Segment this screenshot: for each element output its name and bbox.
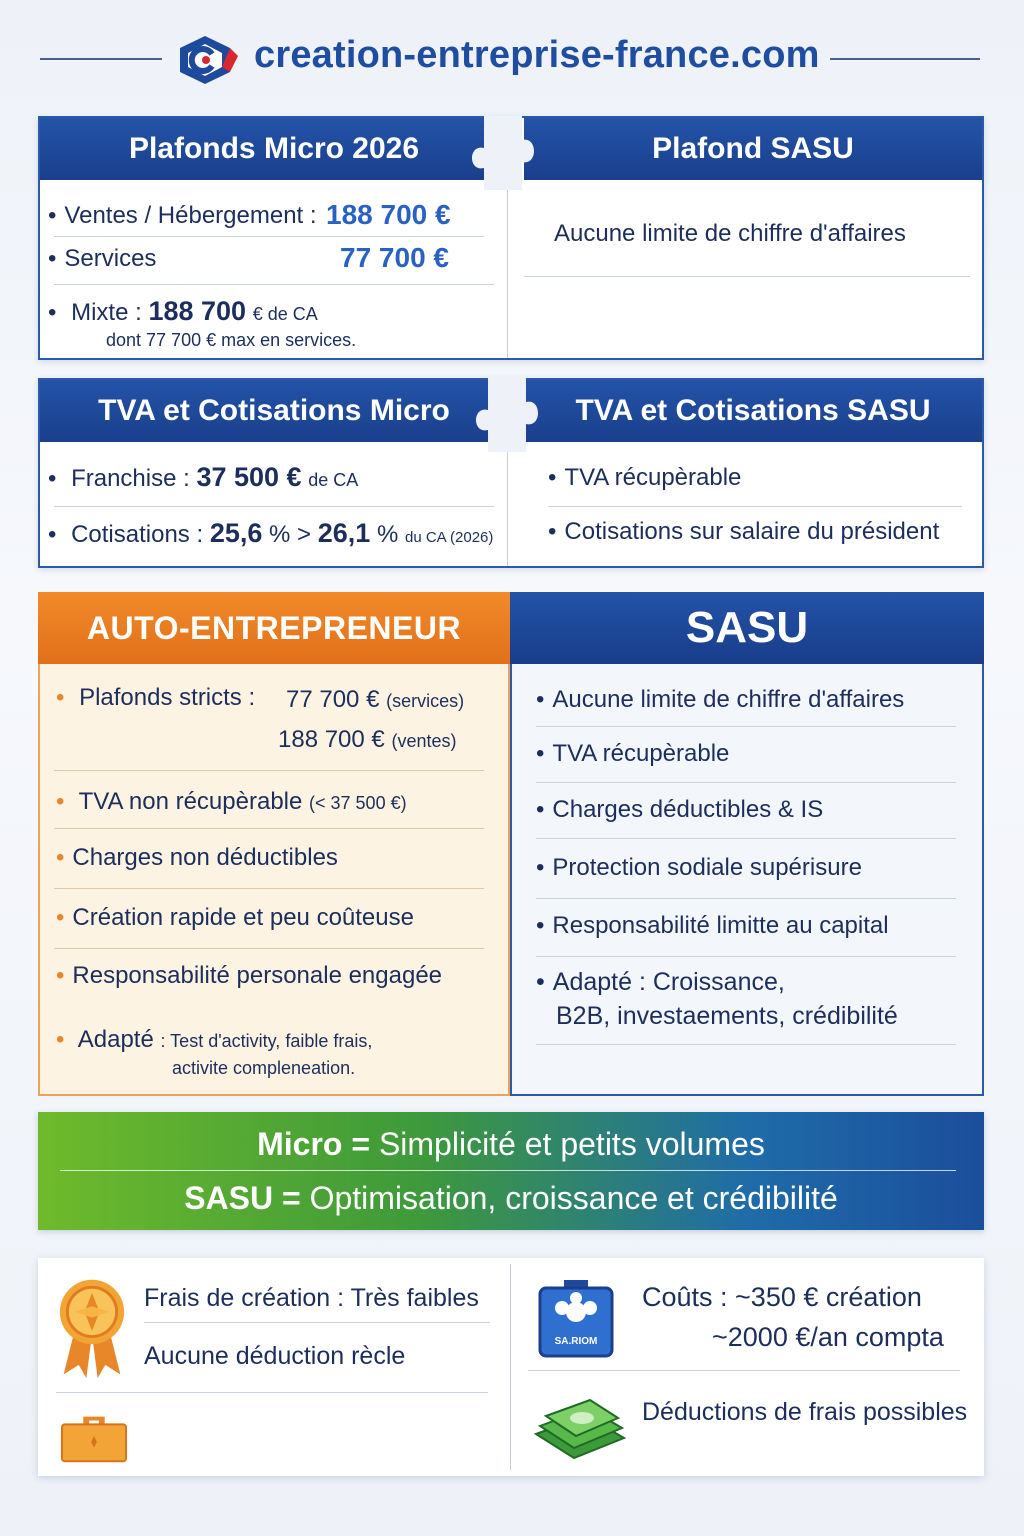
ventes-label: • Ventes / Hébergement : <box>48 202 317 230</box>
bottom-left-sep-2 <box>56 1392 488 1393</box>
puzzle-piece-icon-2 <box>470 378 544 452</box>
bottom-left-sep-1 <box>144 1322 490 1323</box>
sasu-item-1: • Aucune limite de chiffre d'affaires <box>536 686 904 714</box>
deductions-frais-text: Déductions de frais possibles <box>642 1398 968 1426</box>
site-name[interactable]: creation-entreprise-france.com <box>254 34 820 76</box>
sasu-tva-separator <box>548 506 962 507</box>
tva-micro-title: TVA et Cotisations Micro <box>98 394 450 427</box>
banner-line-micro: Micro = Simplicité et petits volumes <box>257 1126 765 1162</box>
auto-sep-1 <box>54 770 484 771</box>
banner-divider <box>60 1170 956 1171</box>
bottom-right-sep <box>528 1370 960 1371</box>
couts-creation-text: Coûts : ~350 € création <box>642 1282 922 1312</box>
cotis-sep: % > <box>269 521 312 548</box>
plafonds-micro-header <box>40 118 508 180</box>
money-stack-icon <box>530 1386 630 1466</box>
tva-divider <box>507 442 508 566</box>
sasu-sep-2 <box>536 782 956 783</box>
franchise-value: 37 500 € <box>196 462 302 492</box>
cotis-rate-b: 26,1 <box>317 518 371 548</box>
frais-creation-text: Frais de création : Très faibles <box>144 1284 479 1312</box>
cotis-pct: % <box>376 521 399 548</box>
puzzle-piece-icon <box>466 116 540 190</box>
header-line-left <box>40 58 162 60</box>
mixte-label: • Mixte : 188 700 € de CA <box>48 296 318 327</box>
cotis-unit: du CA (2026) <box>405 529 494 546</box>
summary-banner <box>38 1112 984 1230</box>
sasu-sep-1 <box>536 726 956 727</box>
sasu-list <box>510 664 984 1096</box>
plafonds-micro-title: Plafonds Micro 2026 <box>128 132 420 165</box>
tva-sasu-title: TVA et Cotisations SASU <box>575 394 931 427</box>
tva-micro-header <box>40 380 508 442</box>
site-logo-icon <box>172 32 238 88</box>
plafond-sasu-text: Aucune limite de chiffre d'affaires <box>554 220 906 247</box>
services-value: 77 700 € <box>340 242 449 273</box>
auto-tva-row: • TVA non récupèrable (< 37 500 €) <box>56 788 407 816</box>
auto-entrepreneur-list <box>38 664 510 1096</box>
franchise-unit: de CA <box>308 470 359 490</box>
sasu-item-5: • Responsabilité limitte au capital <box>536 912 889 940</box>
auto-adapte-row: • Adapté : Test d'activity, faible frais, <box>56 1026 372 1054</box>
sasu-item-2: • TVA récupèrable <box>536 740 729 768</box>
sasu-adapte-row-2: B2B, investaements, crédibilité <box>556 1002 898 1030</box>
banner-line-sasu: SASU = Optimisation, croissance et crédibilité <box>184 1180 838 1216</box>
auto-charges-row: • Charges non déductibles <box>56 844 338 872</box>
auto-sep-3 <box>54 888 484 889</box>
sasu-sep-5 <box>536 956 956 957</box>
plafonds-sasu-title: Plafond SASU <box>652 132 854 165</box>
mixte-value: 188 700 <box>148 296 247 326</box>
sasu-adapte-row: • Adapté : Croissance, <box>536 968 785 997</box>
auto-sep-4 <box>54 948 484 949</box>
ventes-value: 188 700 € <box>326 199 451 230</box>
orange-briefcase-icon <box>60 1408 128 1464</box>
aucune-deduction-text: Aucune déduction rècle <box>144 1342 406 1370</box>
plafond-sasu-separator <box>524 276 970 277</box>
plafonds-sasu-header <box>524 118 982 180</box>
sasu-company-icon <box>536 1276 616 1360</box>
auto-plafonds-v2: 188 700 € (ventes) <box>278 726 457 753</box>
sasu-cotis-row: • Cotisations sur salaire du président <box>548 518 939 546</box>
bottom-divider <box>510 1264 511 1470</box>
auto-creation-row: • Création rapide et peu coûteuse <box>56 904 414 932</box>
ventes-separator <box>54 236 484 237</box>
franchise-row: • Franchise : 37 500 € de CA <box>48 462 358 493</box>
plafonds-divider <box>507 180 508 358</box>
auto-plafonds-row: • Plafonds stricts : <box>56 684 255 712</box>
sasu-icon-label: SA.RIOM <box>554 1336 598 1347</box>
auto-plafonds-v1: 77 700 € (services) <box>286 686 465 713</box>
award-ribbon-icon <box>54 1276 130 1380</box>
sasu-header: SASU <box>510 592 984 664</box>
header-line-right <box>830 58 980 60</box>
auto-responsabilite-row: • Responsabilité personale engagée <box>56 962 442 990</box>
sasu-sep-3 <box>536 838 956 839</box>
services-separator <box>54 284 494 285</box>
sasu-item-4: • Protection sodiale supérisure <box>536 854 862 882</box>
franchise-separator <box>54 506 494 507</box>
auto-sep-2 <box>54 828 484 829</box>
cotis-rate-a: 25,6 <box>209 518 263 548</box>
costs-panel <box>38 1258 984 1476</box>
sasu-item-3: • Charges déductibles & IS <box>536 796 823 824</box>
mixte-note: dont 77 700 € max en services. <box>106 330 357 350</box>
couts-compta-text: ~2000 €/an compta <box>712 1322 944 1352</box>
cotisations-row: • Cotisations : 25,6 % > 26,1 % du CA (2026) <box>48 518 493 549</box>
services-label: • Services <box>48 245 156 273</box>
auto-adapte-row-2: activite compleneation. <box>172 1058 356 1078</box>
sasu-tva-row: • TVA récupèrable <box>548 464 741 492</box>
mixte-unit: € de CA <box>252 304 318 324</box>
auto-entrepreneur-header: AUTO-ENTREPRENEUR <box>38 592 510 664</box>
sasu-sep-4 <box>536 898 956 899</box>
sasu-sep-6 <box>536 1044 956 1045</box>
tva-sasu-header <box>524 380 982 442</box>
